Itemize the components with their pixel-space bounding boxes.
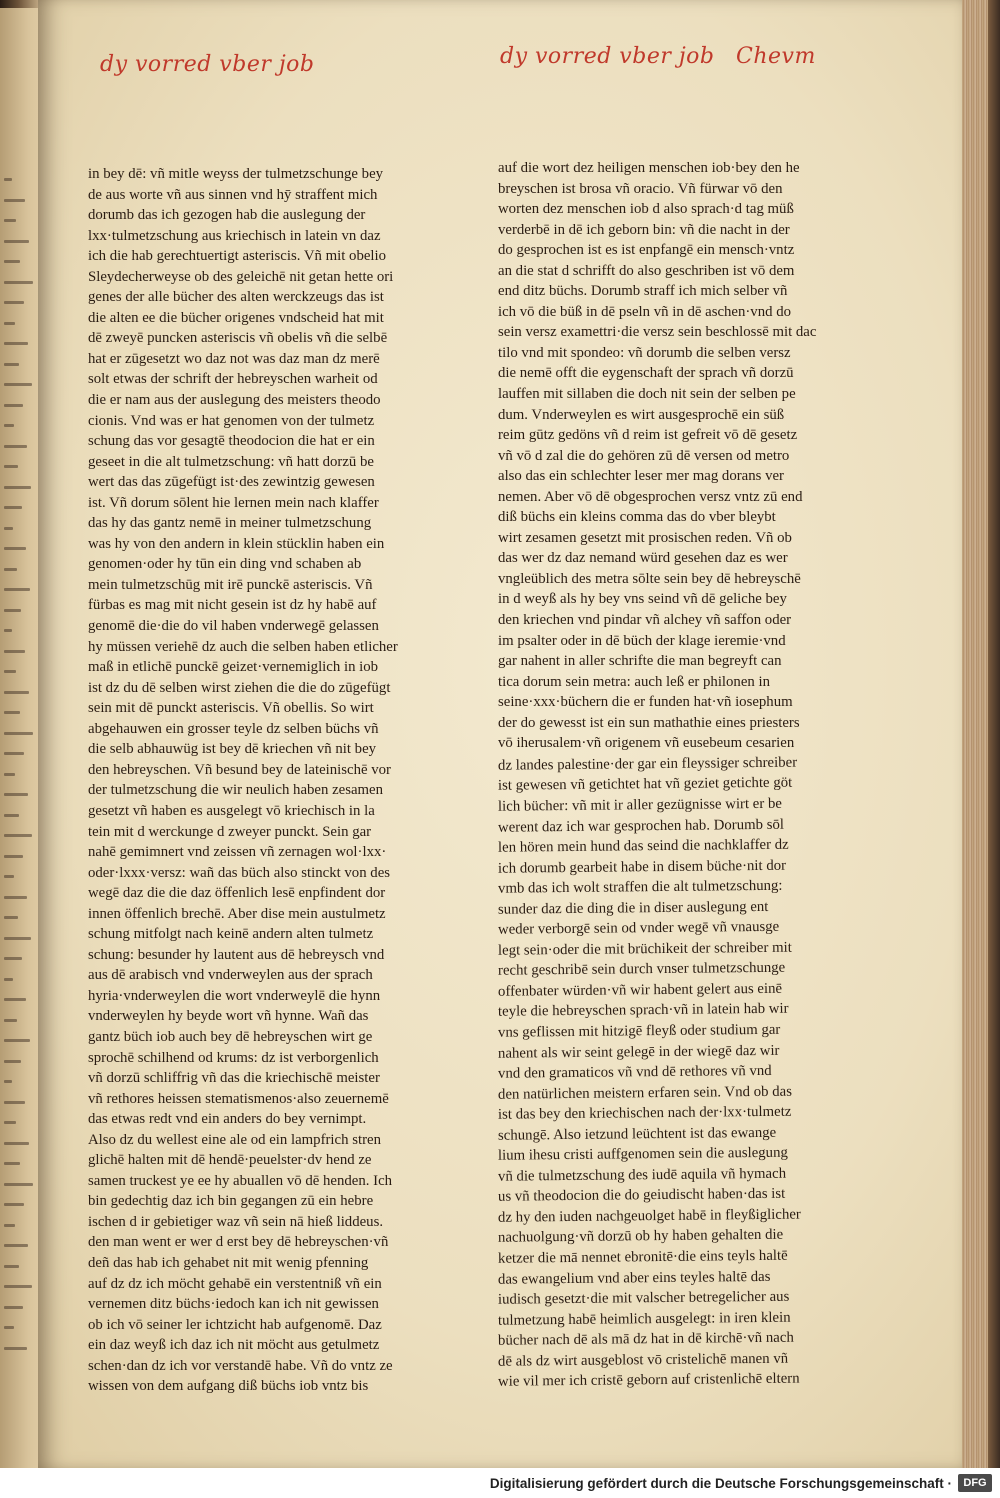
text-line: sein mit dē punckt asteriscis. Vñ obellis. So wirt (88, 700, 374, 717)
text-line: bücher nach dē als mā dz hat in dē kirchē·vñ nach (497, 1329, 794, 1349)
previous-page-text-fragment (4, 1326, 14, 1329)
text-line: die alten ee die bücher origenes vndscheid hat mit (88, 309, 384, 326)
text-line: breyschen ist brosa vñ oracio. Vñ fürwar vō den (498, 180, 783, 197)
previous-page-text-fragment (4, 1101, 25, 1104)
previous-page-text-fragment (4, 1080, 12, 1083)
previous-page-text-fragment (4, 363, 19, 366)
previous-page-text-fragment (4, 260, 20, 263)
previous-page-text-fragment (4, 1285, 32, 1288)
text-line: sprochē schilhend od krums: dz ist verborgenlich (88, 1049, 379, 1066)
text-line: lauffen mit sillaben die doch nit sein der selben pe (498, 386, 796, 403)
text-line: nahent als wir seint gelegē in der wiegē daz wir (497, 1042, 780, 1062)
text-line: lxx·tulmetzschung aus kriechisch in latein vn daz (88, 227, 381, 244)
text-line: maß in etlichē punckē geizet·vernemiglich in iob (88, 659, 379, 676)
previous-page-text-fragment (4, 404, 23, 407)
text-line: de aus worte vñ aus sinnen vnd hȳ straffent mich (88, 186, 378, 203)
text-line: ein daz weyß ich daz ich nit möcht aus getulmetz (88, 1337, 380, 1354)
text-line: also das ein schlechter leser mer mag dorans ver (498, 468, 784, 485)
text-line: gar nahent in aller schrifte die man begreyft can (498, 653, 782, 670)
previous-page-text-fragment (4, 240, 29, 243)
text-line: vō iherusalem·vñ origenem vñ eusebeum cesarien (498, 735, 795, 752)
previous-page-text-fragment (4, 875, 14, 878)
previous-page-text-fragment (4, 691, 29, 694)
text-line: aus dē arabisch vnd vnderweylen aus der sprach (88, 967, 373, 984)
text-line: schung: besunder hy lautent aus dē hebreysch vnd (88, 946, 385, 963)
previous-page-text-fragment (4, 896, 27, 899)
text-line: dz landes palestine·der gar ein fleyssiger schreiber (497, 754, 798, 774)
text-line: mein tulmetzschūg mit irē punckē asteriscis. Vñ (88, 576, 373, 593)
text-line: schung mitfolgt nach keinē andern alten tulmetz (88, 926, 374, 943)
text-line: wert das das zūgefügt ist·des zewintzig gewesen (88, 474, 375, 491)
previous-page-text-fragment (4, 629, 12, 632)
text-line: schungē. Also ietzund leüchtent ist das ewange (497, 1124, 777, 1144)
text-line: das etwas redt vnd ein anders do bey vernimpt. (88, 1111, 367, 1128)
text-line: lich bücher: vñ mit ir aller gezügnisse wirt er be (497, 795, 783, 815)
text-line: der do gewesst ist ein sun mathathie eines priesters (498, 714, 800, 731)
page-stack-edge (962, 0, 1000, 1468)
previous-page-text-fragment (4, 568, 17, 571)
text-line: lium ihesu cristi auffgenomen sein die auslegung (497, 1144, 788, 1164)
text-line: worten dez menschen iob d also sprach·d tag müß (498, 201, 794, 218)
text-line: in bey dē: vñ mitle weyss der tulmetzschunge bey (88, 166, 384, 182)
text-line: us vñ theodocion die do geiudischt haben·das ist (497, 1186, 786, 1206)
text-line: hyria·vnderweylen die wort vnderweylē die hynn (88, 987, 381, 1004)
previous-page-text-fragment (4, 178, 12, 181)
text-line: recht geschribē sein durch vnser tulmetzschunge (497, 960, 786, 980)
text-line: sein versz examettri·die versz sein beschlossē mit dac (498, 324, 817, 341)
text-line: genes der alle bücher des alten werckzeugs das ist (88, 289, 384, 306)
text-line: den natürlichen meistern erfaren sein. Vnd ob das (497, 1083, 792, 1103)
text-line: samen truckest ye ee hy abuallen vō dē henden. Ich (88, 1172, 393, 1189)
text-line: dē als dz wirt ausgeblost vō cristelichē manen vñ (497, 1350, 789, 1370)
text-line: abgehauwen ein grosser teyle dz selben büchs vñ (88, 720, 379, 737)
text-line: wissen von dem aufgang diß büchs iob vntz bis (88, 1378, 369, 1395)
text-line: die er nam aus der auslegung des meisters theodo (88, 392, 381, 409)
text-line: im psalter oder in dē büch der klage ieremie·vnd (498, 632, 786, 649)
text-line: len hören mein hund das seind die nachklaffer dz (497, 836, 789, 856)
previous-page-text-fragment (4, 773, 15, 776)
text-line: oder·lxxx·versz: wañ das büch also stinckt von des (88, 864, 391, 881)
previous-page-text-fragment (4, 814, 19, 817)
previous-page-text-fragment (4, 752, 24, 755)
text-line: den man went er wer d erst bey dē hebreyschen·vñ (88, 1234, 389, 1251)
text-line: verderbē in dē ich geborn bin: vñ die nacht in der (498, 221, 790, 238)
dfg-logo-icon: DFG (958, 1474, 992, 1492)
text-line: ischen d ir gebietiger waz vñ sein nā hieß liddeus. (88, 1213, 384, 1230)
previous-page-text-fragment (4, 916, 18, 919)
previous-page-text-fragment (4, 281, 33, 284)
text-line: seine·xxx·büchern die er funden hat·vñ iosephum (498, 694, 793, 711)
text-line: wegē daz die die daz öffenlich lesē enpfindent dor (88, 885, 386, 902)
text-line: innen öffenlich brechē. Aber dise mein austulmetz (88, 905, 386, 922)
previous-page-text-fragment (4, 1162, 20, 1165)
text-line: vñ dorzū schliffrig vñ das die kriechischē meister (88, 1070, 380, 1087)
text-line: nahē gemimnert vnd zeissen vñ zernagen wol·lxx· (88, 844, 387, 861)
text-line: solt etwas der schrift der hebreyschen warheit od (88, 371, 378, 388)
previous-page-text-fragment (4, 834, 32, 837)
previous-page-text-fragment (4, 670, 16, 673)
text-line: auf die wort dez heiligen menschen iob·bey den he (498, 160, 800, 176)
previous-page-text-fragment (4, 199, 25, 202)
text-line: gesetzt vñ haben es ausgelegt vō kriechisch in la (88, 802, 375, 819)
text-line: ist. Vñ dorum sōlent hie lernen mein nach klaffer (88, 494, 379, 511)
previous-page-text-fragment (4, 1060, 21, 1063)
previous-page-text-fragment (4, 1244, 28, 1247)
text-line: genomē die·die do vil haben vnderwegē gelassen (88, 618, 379, 635)
previous-page-text-fragment (4, 793, 28, 796)
text-line: vernemen ditz büchs·iedoch kan ich nit gewissen (88, 1296, 379, 1313)
text-line: schen·dan dz ich vor verstandē habe. Vñ do vntz ze (88, 1357, 393, 1374)
previous-page-text-fragment (4, 1183, 33, 1186)
text-line: vngleüblich des metra sōlte sein bey dē hebreyschē (498, 570, 801, 587)
text-line: end ditz büchs. Dorumb straff ich mich selber vñ (498, 283, 788, 300)
text-line: tica dorum sein metra: auch leß er philonen in (498, 673, 771, 690)
text-line: glichē halten mit dē hendē·peuelster·dv hend ze (88, 1152, 372, 1169)
text-line: die nemē offt die eygenschaft der sprach vñ dorzū (498, 365, 794, 382)
text-line: vns geflissen mit hitzigē fleyß oder studium gar (497, 1021, 781, 1041)
previous-page-text-fragment (4, 1224, 15, 1227)
previous-page-text-fragment (4, 1203, 24, 1206)
text-line: die selb abhauwüg ist bey dē kriechen vñ nit bey (88, 741, 377, 758)
text-line: das ewangelium vnd aber eins teyles haltē das (497, 1268, 771, 1288)
previous-page-text-fragment (4, 732, 33, 735)
text-line: do gesprochen ist es ist enpfangē ein mensch·vntz (498, 242, 795, 259)
folio-number: Chevm (736, 44, 816, 69)
text-line: ob ich vō seiner ler ichtzicht hab aufgenomē. Daz (88, 1316, 382, 1333)
text-line: deñ das hab ich gehabet nit mit wenig pfenning (88, 1254, 369, 1271)
text-line: auf dz dz ich möcht gehabē ein verstentniß vñ ein (88, 1275, 382, 1292)
text-line: dorumb das ich gezogen hab die auslegung der (88, 207, 366, 224)
text-line: ist gewesen vñ getichtet hat vñ geziet getichte göt (497, 775, 793, 795)
text-line: nemen. Aber vō dē obgesprochen versz vntz zū end (498, 488, 803, 505)
text-line: in d weyß als hy bey vns seind vñ dē geliche bey (498, 591, 787, 608)
previous-page-text-fragment (4, 445, 27, 448)
previous-page-text-fragment (4, 957, 22, 960)
text-line: was hy von den andern in klein stücklin haben ein (88, 535, 385, 552)
previous-page-text-fragment (4, 588, 30, 591)
text-line: den kriechen vnd pindar vñ alchey vñ saffon oder (498, 612, 792, 629)
text-line: vmb das ich wolt straffen die alt tulmetzschung: (497, 877, 783, 897)
text-line: tulmetzung habē heimlich ausgelegt: in iren klein (497, 1309, 791, 1329)
text-line: vñ die tulmetzschung des iudē aquila vñ hymach (497, 1165, 787, 1185)
previous-page-text-fragment (4, 322, 15, 325)
text-line: vñ vō d zal die do gehören zū dē versen od metro (498, 447, 790, 464)
previous-page-text-fragment (4, 342, 28, 345)
text-line: Sleydecherweyse ob des geleichē nit getan hette ori (88, 268, 394, 285)
text-line: das wer dz daz nemand würd gesehen daz es wer (498, 550, 788, 567)
previous-page-text-fragment (4, 1306, 23, 1309)
text-line: cionis. Vnd was er hat genomen von der tulmetz (88, 412, 375, 429)
previous-page-text-fragment (4, 1019, 17, 1022)
text-line: gantz büch iob auch bey dē hebreyschen wirt ge (88, 1028, 373, 1045)
previous-page-text-fragment (4, 998, 26, 1001)
text-line: weder verborgē sein od vnder wegē vñ vnausge (497, 919, 780, 938)
running-header-right: dy vorred vber job (500, 44, 715, 69)
text-line: an die stat d schrifft do also geschriben ist vō dem (498, 262, 795, 279)
text-line: ist dz du dē selben wirst ziehen die die do zūgefügt (88, 679, 391, 696)
text-line: legt sein·oder die mit brüchikeit der schreiber mit (497, 939, 792, 959)
text-line: tein mit d werckunge d zweyer punckt. Sein gar (88, 823, 372, 840)
text-column-right (498, 158, 828, 1391)
text-line: iudisch gesetzt·die mit valscher betregelicher aus (497, 1288, 790, 1308)
text-line: dz hy den iuden nachgeuolget habē in fleyßiglicher (497, 1206, 801, 1226)
text-line: genomen·oder hy tūn ein ding vnd schaben ab (88, 556, 362, 573)
previous-page-text-fragment (4, 301, 24, 304)
text-column-left (88, 164, 438, 1397)
text-line: teyle die hebreyschen sprach·vñ in latein hab wir (497, 1001, 789, 1021)
previous-page-text-fragment (4, 650, 25, 653)
text-line: hy müssen veriehē dz auch die selben haben etlicher (88, 638, 398, 655)
text-line: schung das vor gesagtē theodocion die hat er ein (88, 433, 375, 450)
text-line: ist das bey den kriechischen nach der·lxx·tulmetz (497, 1103, 792, 1123)
text-line: Also dz du wellest eine ale od ein lampfrich stren (88, 1131, 381, 1148)
text-line: wirt zesamen gesetzt mit prosischen reden. Vñ ob (498, 529, 792, 546)
previous-page-text-fragment (4, 937, 31, 940)
previous-page-text-fragment (4, 547, 26, 550)
previous-page-text-fragment (4, 527, 13, 530)
text-line: tilo vnd mit spondeo: vñ dorumb die selben versz (498, 344, 791, 361)
text-line: dē zweyē puncken asteriscis vñ obelis vñ die selbē (88, 330, 388, 347)
text-line: werent daz ich war gesprochen hab. Dorumb sōl (497, 816, 785, 836)
text-line: hat er zūgesetzt wo daz not was daz man dz merē (88, 350, 380, 367)
previous-page-text-fragment (4, 1265, 19, 1268)
text-line: vnderweylen hy beyde wort vñ hynne. Wañ das (88, 1008, 369, 1025)
text-line: ich die hab gerechtuertigt asteriscis. Vñ mit obelio (88, 248, 387, 265)
text-line: fürbas es mag mit nicht gesein ist dz hy habē auf (88, 597, 377, 614)
previous-page-text-fragment (4, 219, 16, 222)
text-line: vnd den gramaticos vñ vnd dē rethores vñ vnd (497, 1062, 772, 1082)
previous-page-text-fragment (4, 506, 22, 509)
text-line: den hebreyschen. Vñ besund bey de lateinischē vor (88, 761, 391, 778)
previous-page-text-fragment (4, 978, 13, 981)
text-line: ich vō die büß in dē pseln vñ in dē aschen·vnd do (498, 303, 791, 320)
previous-page-text-fragment (4, 1039, 30, 1042)
text-line: wie vil mer ich cristē geborn auf cristenlichē eltern (497, 1370, 800, 1390)
text-line: geseet in die alt tulmetzschung: vñ hatt dorzū be (88, 453, 374, 470)
text-line: offenbater würden·vñ wir habent gelert aus einē (497, 980, 783, 1000)
text-line: das hy das gantz nemē in meiner tulmetzschung (88, 515, 372, 532)
text-line: dum. Vnderweylen es wirt ausgesprochē ein süß (498, 406, 785, 423)
previous-page-text-fragment (4, 855, 23, 858)
previous-page-text-fragment (4, 383, 32, 386)
funding-credit: Digitalisierung gefördert durch die Deutsche Forschungsgemeinschaft · (489, 1476, 952, 1491)
text-line: nachuolgung·vñ dorzū ob hy haben gehalten die (497, 1227, 784, 1247)
text-line: bin gedechtig daz ich bin gegangen zū ein hebre (88, 1193, 374, 1210)
text-line: vñ rethores heissen stematismenos·also zeuernemē (88, 1090, 389, 1107)
text-line: sunder daz die ding die in diser auslegung ent (497, 898, 769, 918)
previous-page-text-fragment (4, 1121, 16, 1124)
text-line: ich dorumb gearbeit habe in disem büche·nit dor (497, 857, 787, 877)
previous-page-text-fragment (4, 465, 18, 468)
previous-page-text-fragment (4, 424, 14, 427)
text-line: diß büchs ein kleins comma das do vber bleybt (498, 509, 776, 526)
previous-page-text-fragment (4, 486, 31, 489)
previous-page-text-fragment (4, 1347, 27, 1350)
text-line: reim gūtz gedöns vñ d reim ist gefreit vō dē gesetz (498, 427, 798, 444)
previous-page-text-fragment (4, 609, 21, 612)
previous-page-text-fragment (4, 711, 20, 714)
text-line: der tulmetzschung die wir neulich haben zesamen (88, 782, 384, 799)
running-header-left: dy vorred vber job (100, 52, 315, 77)
previous-page-text-fragment (4, 1142, 29, 1145)
text-line: ketzer die mā nennet ebronitē·die eins teyls haltē (497, 1247, 788, 1267)
